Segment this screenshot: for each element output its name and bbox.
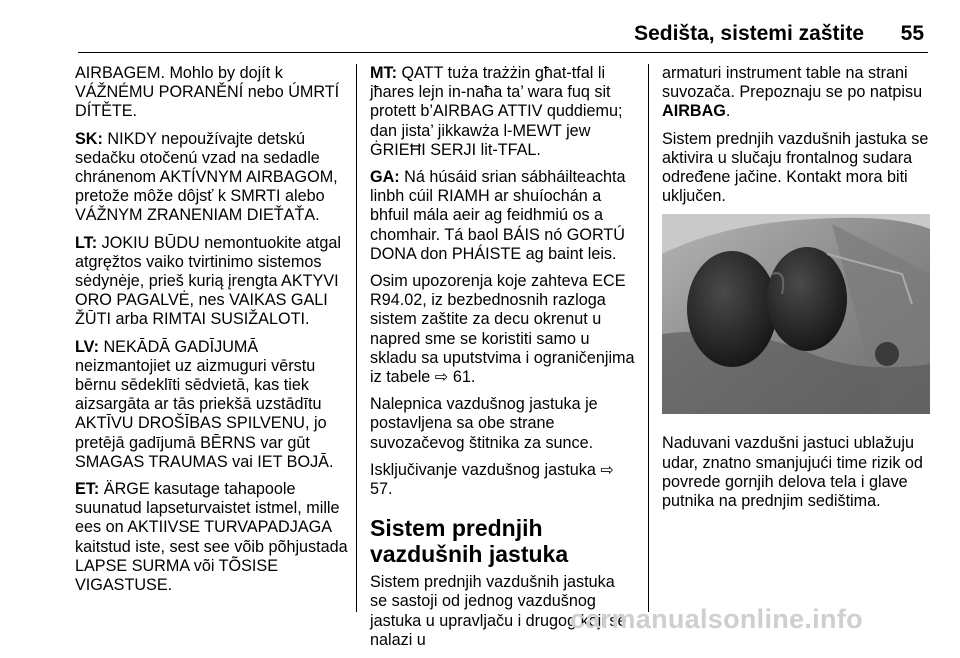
language-code: LV: bbox=[75, 337, 99, 356]
body-paragraph: Sistem prednjih vazdušnih jastuka se aktivira u slučaju frontalnog sudara određene jačine. Kontakt mora biti uključen. bbox=[662, 129, 929, 206]
column-1 bbox=[75, 64, 350, 603]
page-number: 55 bbox=[900, 22, 924, 45]
body-paragraph: armaturi instrument table na strani suvozača. Prepoznaju se po natpisu AIRBAG. bbox=[662, 64, 923, 121]
language-code: LT: bbox=[75, 233, 98, 252]
airbag-label: AIRBAG bbox=[662, 102, 726, 121]
body-paragraph: Isključivanje vazdušnog jastuka ⇨ 57. bbox=[370, 460, 614, 499]
header-rule bbox=[78, 52, 928, 53]
warning-paragraph-mt: MT: QATT tuża trażżin għat-tfal li jħares lejn in-naħa ta’ wara fuq sit protett b’AIRBAG ATTIV quddiemu; dan jista’ jikkawża l-MEWT jew ĠRIEĦI SERJI lit-TFAL. bbox=[370, 64, 623, 159]
body-paragraph: Nalepnica vazdušnog jastuka je postavljena sa obe strane suvozačevog štitnika za sunce. bbox=[370, 395, 598, 452]
column-divider-1 bbox=[356, 64, 357, 612]
warning-paragraph-lv: LV: NEKĀDĀ GADĪJUMĀ neizmantojiet uz aizmuguri vērstu bērnu sēdeklīti sēdvietā, kas tiek aizsargāta ar tās priekšā uzstādītu AKTĪVU DROŠĪBAS SPILVENU, jo pretējā gadījumā BĒRNS var gūt SMAGAS TRAUMAS vai IET BOJĀ. bbox=[75, 337, 334, 471]
language-code: GA: bbox=[370, 168, 400, 187]
section-heading: Sistem prednjih vazdušnih jastuka bbox=[370, 515, 569, 568]
body-paragraph: Osim upozorenja koje zahteva ECE R94.02, iz bezbednosnih razloga sistem zaštite za decu okrenut u napred sme se koristiti samo u skladu sa uputstvima i ograničenjima iz tabele ⇨ 61. bbox=[370, 272, 635, 387]
airbag-illustration bbox=[662, 214, 930, 414]
page-title: Sedišta, sistemi zaštite bbox=[634, 22, 864, 45]
image-caption: Naduvani vazdušni jastuci ublažuju udar, znatno smanjujući time rizik od povrede gornjih delova tela i glave putnika na prednjim sedištima. bbox=[662, 434, 923, 511]
column-3 bbox=[662, 64, 932, 519]
column-divider-2 bbox=[648, 64, 649, 612]
column-2 bbox=[370, 64, 635, 658]
section-paragraph: Sistem prednjih vazdušnih jastuka se sastoji od jednog vazdušnog jastuka u upravljaču i drugog koji se nalazi u bbox=[370, 573, 627, 649]
language-code: ET: bbox=[75, 480, 100, 499]
warning-paragraph-sk: SK: NIKDY nepoužívajte detskú sedačku otočenú vzad na sedadle chránenom AKTÍVNYM AIRBAGOM, pretože môže dôjsť k SMRTI alebo VÁŽNYM ZRANENIAM DIEŤAŤA. bbox=[75, 129, 338, 225]
warning-paragraph-et: ET: ÄRGE kasutage tahapoole suunatud lapseturvaistet istmel, mille ees on AKTIIVSE TURVAPADJAGA kaitstud iste, sest see võib põhjustada LAPSE SURMA või TÕSISE VIGASTUSE. bbox=[75, 480, 348, 595]
warning-paragraph-ga: GA: Ná húsáid srian sábháilteachta linbh cúil RIAMH ar shuíochán a bhfuil mála aeir ag feidhmiú os a chomhair. Tá baol BÁIS nó GORTÚ DONA don PHÁISTE ag baint leis. bbox=[370, 168, 626, 263]
language-code: SK: bbox=[75, 129, 103, 148]
language-code: MT: bbox=[370, 64, 397, 82]
warning-paragraph-lt: LT: JOKIU BŪDU nemontuokite atgal atgręžtos vaiko tvirtinimo sistemos sėdynėje, prieš kurią įrengta AKTYVI ORO PAGALVĖ, nes VAIKAS GALI ŽŪTI arba RIMTAI SUSIŽALOTI. bbox=[75, 233, 341, 329]
watermark: carmanualsonline.info bbox=[570, 604, 863, 634]
page-header bbox=[0, 20, 960, 50]
warning-paragraph: AIRBAGEM. Mohlo by dojít k VÁŽNÉMU PORANĚNÍ nebo ÚMRTÍ DÍTĚTE. bbox=[75, 64, 340, 121]
